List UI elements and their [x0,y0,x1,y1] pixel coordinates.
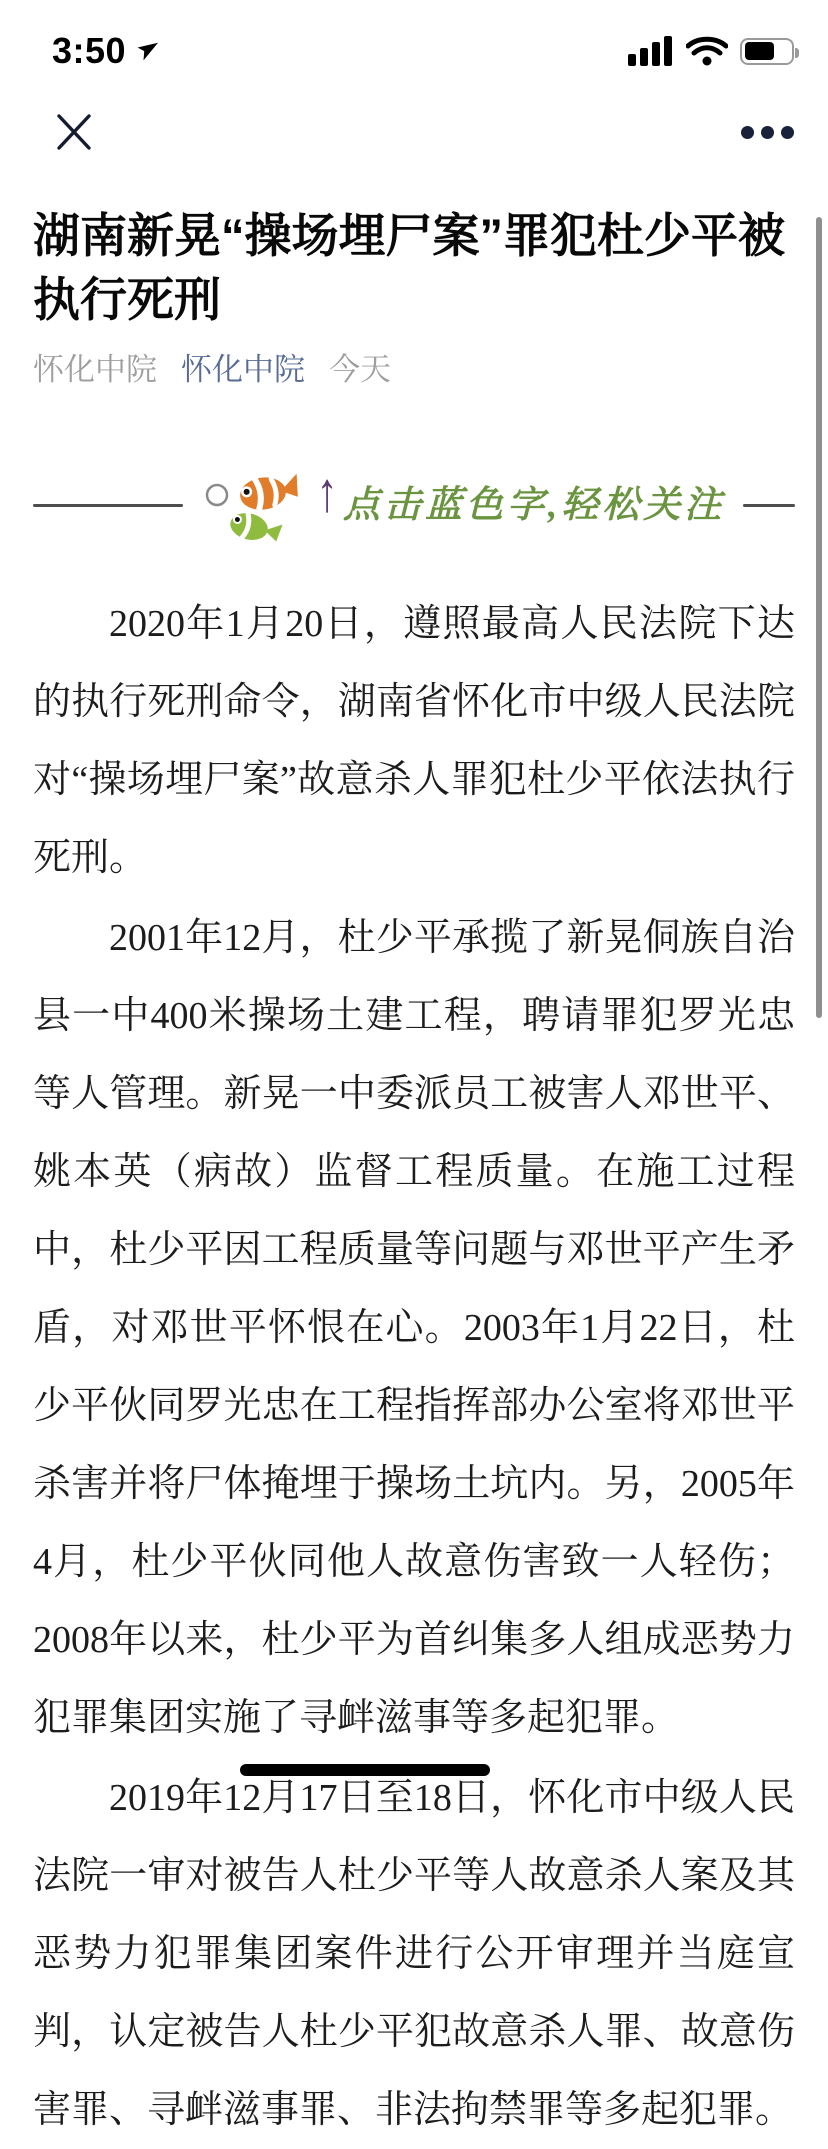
paragraph: 2020年1月20日，遵照最高人民法院下达的执行死刑命令，湖南省怀化市中级人民法院对“操场埋尸案”故意杀人罪犯杜少平依法执行死刑。 [33,603,795,879]
home-indicator[interactable] [240,1764,490,1776]
up-arrow-icon: ↑ [316,460,338,523]
more-menu-button[interactable] [739,120,796,145]
clock-time: 3:50 [52,30,127,71]
close-button[interactable] [52,110,96,154]
follow-banner-image [33,450,795,560]
more-menu-icon [761,126,774,139]
page-title: 湖南新晃“操场埋尸案”罪犯杜少平被执行死刑 [33,209,785,326]
byline [33,350,795,390]
battery-nub [795,48,799,58]
account-link[interactable]: 怀化中院 [181,352,305,387]
scrollbar[interactable] [816,217,822,1018]
location-arrow-icon [134,38,160,64]
battery-icon [740,38,794,65]
nav-bar [0,94,828,170]
battery-fill [745,42,774,60]
more-menu-icon [781,126,794,139]
cellular-signal-icon [628,36,674,66]
wifi-icon [686,36,728,66]
more-menu-icon [741,126,754,139]
paragraph: 2019年12月17日至18日，怀化市中级人民法院一审对被告人杜少平等人故意杀人案及其恶势力犯罪集团案件进行公开审理并当庭宣判，认定被告人杜少平犯故意杀人罪、故意伤害罪、寻衅滋事罪、非法拘禁罪等多起犯罪。 [33,1777,795,2131]
paragraph: 2001年12月，杜少平承揽了新晃侗族自治县一中400米操场土建工程，聘请罪犯罗光忠等人管理。新晃一中委派员工被害人邓世平、姚本英（病故）监督工程质量。在施工过程中，杜少平因工程质量等问题与邓世平产生矛盾，对邓世平怀恨在心。2003年1月22日，杜少平伙同罗光忠在工程指挥部办公室将邓世平杀害并将尸体掩埋于操场土坑内。另，2005年4月，杜少平伙同他人故意伤害致一人轻伤；2008年以来，杜少平为首纠集多人组成恶势力犯罪集团实施了寻衅滋事等多起犯罪。 [33,917,795,1739]
banner-divider-left [33,504,183,507]
close-icon [54,112,94,152]
publish-date: 今天 [329,352,391,387]
banner-caption: 点击蓝色字,轻松关注 [343,485,726,526]
banner-divider-right [743,504,795,507]
fish-icon [205,465,309,551]
article-body [33,585,795,2149]
author-tag: 怀化中院 [33,352,157,387]
status-bar [0,0,828,88]
